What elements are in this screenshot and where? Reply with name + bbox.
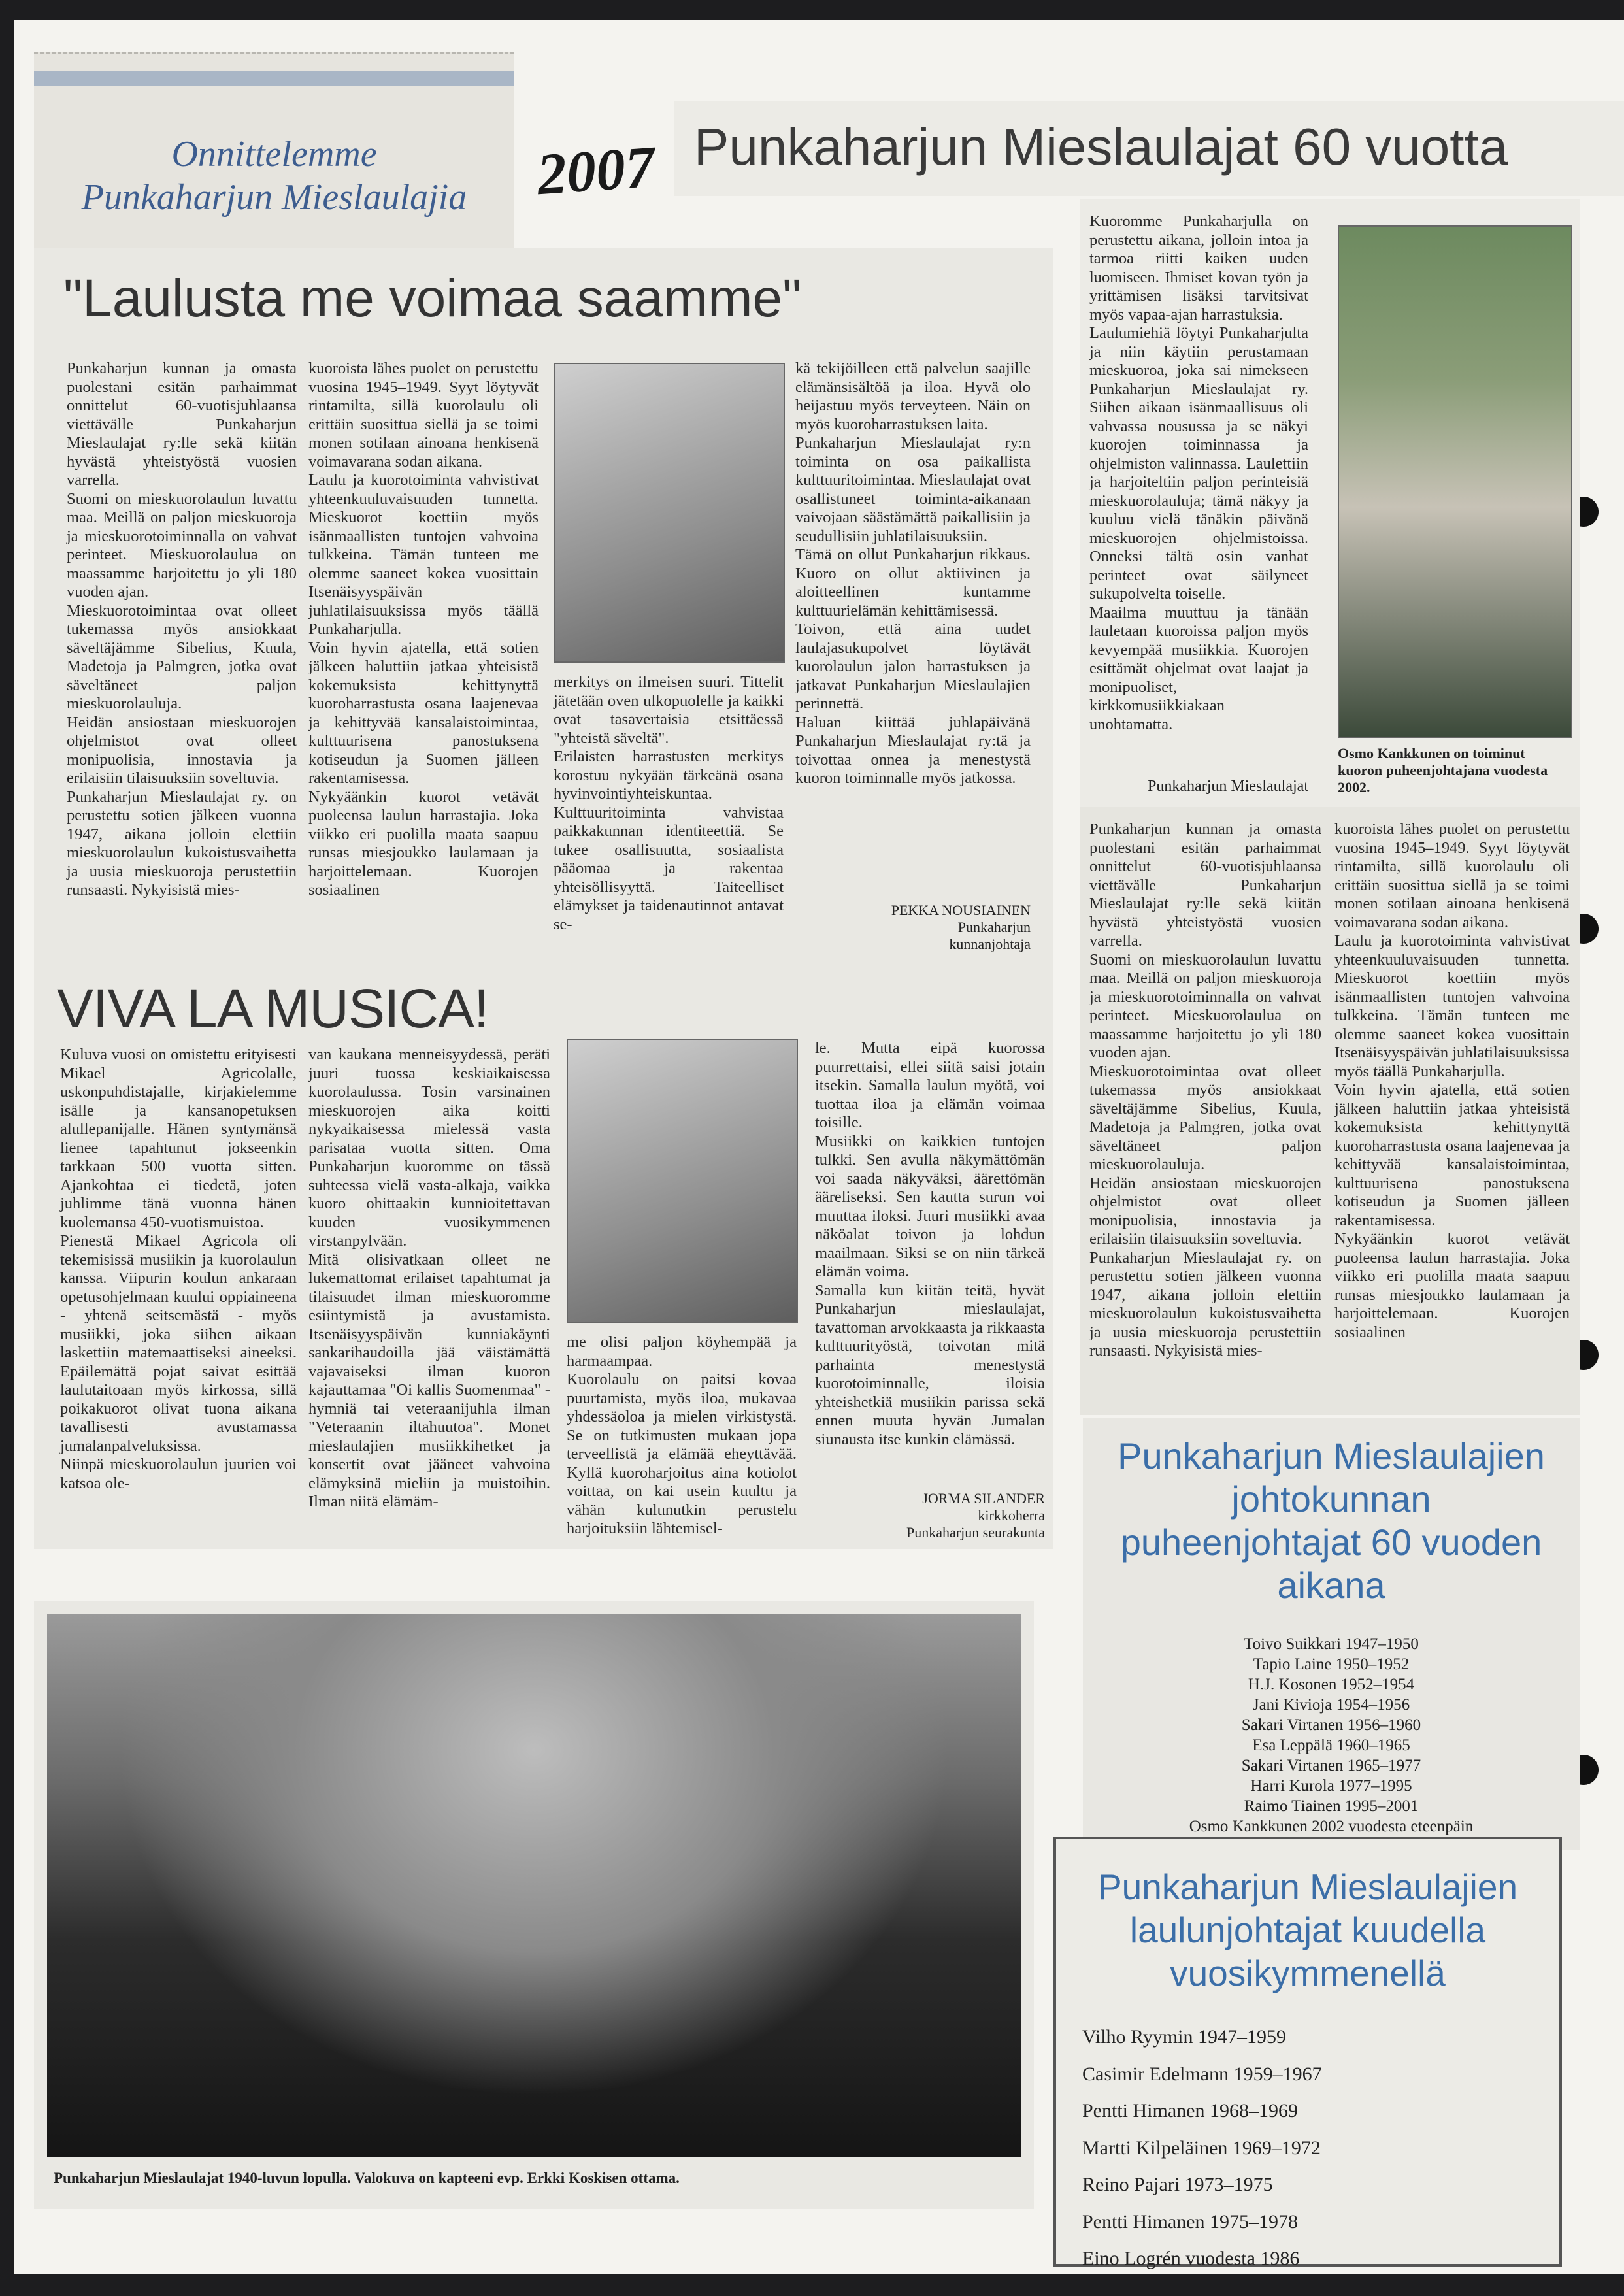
- article-column: le. Mutta eipä kuorossa puurrettaisi, ellei siitä saisi jotain itsekin. Samalla laulun myötä, voi tuottaa iloa ja elämän voimaa toisille. Musiikki on kaikkien tuntojen tulkki. Sen avulla näkymättömän voi saada näkyväksi, äärettömän ääreliseksi. Sen kautta surun voi muuttaa iloksi. Juuri musiikki avaa näköalat toivon ja lohdun maailmaan. Siksi se on niin tärkeä elämän voima. Samalla kun kiitän teitä, hyvät Punkaharjun mieslaulajat, tavattoman arvokkaasta ja rikkaasta kulttuurityöstä, toivotan mitä parhainta menestystä kuorotoiminnalle, iloisia yhteishetkiä musiikin parissa sekä ennen muuta hyvän Jumalan siunausta itse kunkin elämässä.: [815, 1039, 1045, 1448]
- chairman-item: Raimo Tiainen 1995–2001: [1244, 1797, 1419, 1815]
- article-column: kä tekijöilleen että palvelun saajille elämänsisältöä ja iloa. Hyvä olo heijastuu myös terveyteen. Näin on myös kuoroharrastuksen laita. Punkaharjun Mieslaulajat ry:n toiminta on osa paikallista kulttuuritoimintaa. Mieslaulajat ovat osallistuneet toiminta-aikanaan vaivojaan säästämättä paikallisiin ja seudullisiin juhlatilaisuuksiin. Tämä on ollut Punkaharjun rikkaus. Kuoro on ollut aktiivinen ja aloitteellinen kuntamme kulttuurielämän kehittämisessä. Toivon, että aina uudet laulajasukupolvet löytävät kuorolaulun jalon harrastuksen ja jatkavat Punkaharjun Mieslaulajien perinnettä. Haluan kiittää juhlapäivänä Punkaharjun Mieslaulajat ry:tä ja toivottaa onnea ja menestystä kuoron toiminnalle myös jatkossa.: [795, 359, 1031, 787]
- conductors-title: Punkaharjun Mieslaulajien laulunjohtajat kuudella vuosikymmenellä: [1097, 1867, 1518, 1993]
- conductor-item: Vilho Ryymin 1947–1959: [1082, 2026, 1287, 2048]
- signature-name: PEKKA NOUSIAINEN: [891, 902, 1031, 918]
- scrapbook-page: [14, 20, 1624, 2274]
- chairman-item: Harri Kurola 1977–1995: [1250, 1777, 1412, 1795]
- choir-group-photo: [47, 1614, 1021, 2157]
- group-photo-caption: Punkaharjun Mieslaulajat 1940-luvun lopulla. Valokuva on kapteeni evp. Erkki Koskisen ottama.: [54, 2170, 680, 2186]
- article-headline: VIVA LA MUSICA!: [57, 978, 489, 1039]
- conductors-list: [1082, 2019, 1540, 2278]
- conductor-item: Pentti Himanen 1975–1978: [1082, 2210, 1298, 2233]
- group-photo-clipping: [34, 1601, 1034, 2209]
- article-headline: "Laulusta me voimaa saamme": [63, 269, 802, 328]
- handwritten-year: 2007: [535, 134, 657, 208]
- congratulations-label: [34, 52, 514, 252]
- chairmen-box: [1083, 1418, 1580, 1850]
- chairman-item: H.J. Kosonen 1952–1954: [1248, 1676, 1415, 1693]
- signature-name: JORMA SILANDER: [922, 1490, 1045, 1506]
- conductor-item: Eino Logrén vuodesta 1986: [1082, 2248, 1300, 2269]
- article-column: Kuoromme Punkaharjulla on perustettu aikana, jolloin intoa ja tarmoa riitti kaiken uuden luomiseen. Ihmiset kovan työn ja yrittämisen lisäksi tarvitsivat myös vapaa-ajan harrastuksia. Laulumiehiä löytyi Punkaharjulta ja niin käytiin perustamaan mieskuoroa, joka sai nimekseen Punkaharjun Mieslaulajat ry. Siihen aikaan isänmaallisuus oli vahvassa nousussa ja se näkyi kuorojen toiminnassa ja ohjelmiston valinnassa. Laulettiin ja harjoiteltiin paljon perinteisiä mieskuorolauluja; tämä näkyy ja kuuluu vielä tänäkin päivänä mieskuorojen ohjelmistoissa. Onneksi tältä osin vanhat perinteet ovat säilyneet sukupolvelta toiselle. Maailma muuttuu ja tänään lauletaan kuoroissa paljon myös kevyempää musiikkia. Kuorojen esittämät ohjelmat ovat laajat ja monipuoliset, kirkkomusiikkiakaan unohtamatta.: [1089, 212, 1308, 733]
- article-column: kuoroista lähes puolet on perustettu vuosina 1945–1949. Syyt löytyvät rintamilta, sillä kuorolaulu oli erittäin suosittua siellä ja se toimi monen sotilaan ainoana henkisenä voimavarana sodan aikana. Laulu ja kuorotoiminta vahvistivat yhteenkuuluvaisuuden tunnetta. Mieskuorot koettiin myös isänmaallisten tuntojen vahvoina tulkkeina. Tämän tunteen me olemme saaneet kokea vuosittain Itsenäisyyspäivän juhlatilaisuuksissa myös täällä Punkaharjulla. Voin hyvin ajatella, että sotien jälkeen haluttiin jatkaa yhteisistä kokemuksista kehittynyttä kuoroharrastusta osana laajenevaa ja kehittyvää kansalaistoimintaa, kulttuurisena panostuksena kotiseudun ja Suomen jälleen rakentamisessa. Nykyäänkin kuorot vetävät puoleensa laulun harrastajia. Joka viikko eri puolilla maata saapuu runsas miesjoukko laulamaan ja harjoittelemaan. Kuorojen sosiaalinen: [308, 359, 539, 899]
- chairman-item: Osmo Kankkunen 2002 vuodesta eteenpäin: [1189, 1818, 1474, 1835]
- banner-title: Punkaharjun Mieslaulajat 60 vuotta: [694, 118, 1508, 176]
- portrait-photo-kankkunen: [1338, 225, 1572, 738]
- anniversary-banner: [674, 101, 1624, 196]
- chairmen-list: [1083, 1634, 1580, 1837]
- article-column: Kuluva vuosi on omistettu erityisesti Mikael Agricolalle, uskonpuhdistajalle, kirjakielemme isälle ja kansanopetuksen alullepanijalle. Hänen syntymänsä lienee tapahtunut jokseenkin tarkkaan 500 vuotta sitten. Ajankohtaa ei tiedetä, joten juhlimme tänä vuonna hänen kuolemansa 450-vuotismuistoa. Pienestä Mikael Agricola oli tekemisissä musiikin ja kuorolaulun kanssa. Viipurin koulun ankaraan opetusohjelmaan kuului oppiaineena - yhtenä seitsemästä - myös musiikki, joka siihen aikaan laskettiin matemaattiseksi aineeksi. Epäilemättä pojat saivat esittää laulutaitoaan myös kirkossa, sillä poikakuorot olivat tuona aikana tavallisesti avustamassa jumalanpalveluksissa. Niinpä mieskuorolaulun juurien voi katsoa ole-: [60, 1046, 297, 1492]
- conductor-item: Reino Pajari 1973–1975: [1082, 2174, 1273, 2195]
- chairman-item: Jani Kivioja 1954–1956: [1252, 1696, 1410, 1714]
- chairman-item: Sakari Virtanen 1956–1960: [1241, 1716, 1421, 1734]
- photo-caption: Osmo Kankkunen on toiminut kuoron puheenjohtajana vuodesta 2002.: [1338, 745, 1548, 795]
- article-viva-la-musica: [34, 967, 1053, 1549]
- chairman-item: Sakari Virtanen 1965–1977: [1241, 1757, 1421, 1774]
- chairman-item: Tapio Laine 1950–1952: [1253, 1655, 1410, 1673]
- article-column: van kaukana menneisyydessä, peräti juuri tuossa keskiaikaisessa kuorolaulussa. Tosin varsinainen mieskuorojen aika koitti nykyaikaisessa mielessä vasta parisataa vuotta sitten. Oma Punkaharjun kuoromme on tässä suhteessa vielä vasta-alkaja, vaikka kuoro ohittaakin kunnioitettavan kuuden vuosikymmenen virstanpylvään. Mitä olisivatkaan olleet ne lukemattomat erilaiset tapahtumat ja tilaisuudet ilman mieskuoromme esiintymistä ja avustamista. Itsenäisyyspäivän kunniakäynti sankarihaudoilla jää väistämättä vajavaiseksi ilman kuoron kajauttamaa "Oi kallis Suomenmaa" -hymniä tai veteraanijuhla ilman "Veteraanin iltahuutoa". Monet mieslaulajien musiikkihetket ja konsertit ovat jääneet vahvoina elämyksinä mieliin ja muistoihin. Ilman niitä elämäm-: [308, 1046, 550, 1510]
- chairman-item: Toivo Suikkari 1947–1950: [1244, 1635, 1419, 1653]
- signature-role: Punkaharjun kunnanjohtaja: [949, 919, 1031, 952]
- article-laulusta: [34, 248, 1053, 967]
- article-kuoromme: [1080, 199, 1580, 807]
- congratulations-text: Onnittelemme Punkaharjun Mieslaulajia: [81, 134, 467, 218]
- article-punkaharjun-kunnan: [1080, 807, 1580, 1415]
- conductors-box: [1053, 1837, 1562, 2267]
- chairman-item: Esa Leppälä 1960–1965: [1252, 1737, 1410, 1754]
- article-column: Punkaharjun kunnan ja omasta puolestani esitän parhaimmat onnittelut 60-vuotisjuhlaansa viettävälle Punkaharjun Mieslaulajat ry:lle sekä kiitän hyvästä yhteistyöstä vuosien varrella. Suomi on mieskuorolaulun luvattu maa. Meillä on paljon mieskuoroja ja mieskuorotoiminnalla on vahvat perinteet. Mieskuorolaulua on maassamme harjoitettu jo yli 180 vuoden ajan. Mieskuorotoimintaa ovat olleet tukemassa myös ansiokkaat säveltäjämme Sibelius, Kuula, Madetoja ja Palmgren, jotka ovat säveltäneet paljon mieskuorolauluja. Heidän ansiostaan mieskuorojen ohjelmistot ovat olleet monipuolisia, innostavia ja erilaisiin tilaisuuksiin soveltuvia. Punkaharjun Mieslaulajat ry. on perustettu sotien jälkeen vuonna 1947, aikana jolloin elettiin mieskuorolaulun kukoistusvaihetta ja uusia mieskuoroja perustettiin runsaasti. Nykyisistä mies-: [1089, 820, 1321, 1359]
- article-column: me olisi paljon köyhempää ja harmaampaa. Kuorolaulu on paitsi kovaa puurtamista, myös iloa, mukavaa yhdessäoloa ja mielen virkistystä. Se on tutkimusten mukaan jopa terveellistä ja elämää eheyttävää. Kyllä kuoroharjoitus aina kotiolot voittaa, on kai usein kuultu ja vähän kulunutkin perustelu harjoituksiin lähtemisel-: [567, 1333, 797, 1537]
- portrait-photo-silander: [567, 1039, 798, 1323]
- chairmen-title: Punkaharjun Mieslaulajien johtokunnan puheenjohtajat 60 vuoden aikana: [1118, 1435, 1545, 1606]
- conductor-item: Casimir Edelmann 1959–1967: [1082, 2063, 1322, 2085]
- conductor-item: Martti Kilpeläinen 1969–1972: [1082, 2137, 1321, 2159]
- article-signature: Punkaharjun Mieslaulajat: [1148, 778, 1308, 795]
- article-column: Punkaharjun kunnan ja omasta puolestani esitän parhaimmat onnittelut 60-vuotisjuhlaansa viettävälle Punkaharjun Mieslaulajat ry:lle sekä kiitän hyvästä yhteistyöstä vuosien varrella. Suomi on mieskuorolaulun luvattu maa. Meillä on paljon mieskuoroja ja mieskuorotoiminnalla on vahvat perinteet. Mieskuorolaulua on maassamme harjoitettu jo yli 180 vuoden ajan. Mieskuorotoimintaa ovat olleet tukemassa myös ansiokkaat säveltäjämme Sibelius, Kuula, Madetoja ja Palmgren, jotka ovat säveltäneet paljon mieskuorolauluja. Heidän ansiostaan mieskuorojen ohjelmistot ovat olleet monipuolisia, innostavia ja erilaisiin tilaisuuksiin soveltuvia. Punkaharjun Mieslaulajat ry. on perustettu sotien jälkeen vuonna 1947, aikana jolloin elettiin mieskuorolaulun kukoistusvaihetta ja uusia mieskuoroja perustettiin runsaasti. Nykyisistä mies-: [67, 359, 297, 899]
- portrait-photo-nousiainen: [554, 363, 785, 663]
- conductor-item: Pentti Himanen 1968–1969: [1082, 2100, 1298, 2121]
- article-column: kuoroista lähes puolet on perustettu vuosina 1945–1949. Syyt löytyvät rintamilta, sillä kuorolaulu oli erittäin suosittua siellä ja se toimi monen sotilaan ainoana henkisenä voimavarana sodan aikana. Laulu ja kuorotoiminta vahvistivat yhteenkuuluvaisuuden tunnetta. Mieskuorot koettiin myös isänmaallisten tuntojen vahvoina tulkkeina. Tämän tunteen me olemme saaneet kokea vuosittain Itsenäisyyspäivän juhlatilaisuuksissa myös täällä Punkaharjulla. Voin hyvin ajatella, että sotien jälkeen haluttiin jatkaa yhteisistä kokemuksista kehittynyttä kuoroharrastusta osana laajenevaa ja kehittyvää kansalaistoimintaa, kulttuurisena panostuksena kotiseudun ja Suomen jälleen rakentamisessa. Nykyäänkin kuorot vetävät puoleensa laulun harrastajia. Joka viikko eri puolilla maata saapuu runsas miesjoukko laulamaan ja harjoittelemaan. Kuorojen sosiaalinen: [1334, 820, 1570, 1341]
- article-column: merkitys on ilmeisen suuri. Tittelit jätetään oven ulkopuolelle ja kaikki ovat tasavertaisia etsittäessä "yhteistä säveltä". Erilaisten harrastusten merkitys korostuu nykyään tärkeänä osana hyvinvointiyhteiskuntaa. Kulttuuritoiminta vahvistaa paikkakunnan identiteettiä. Se tukee osallisuutta, sosiaalista pääomaa ja rakentaa yhteisöllisyyttä. Taiteelliset elämykset ja taidenautinnot antavat se-: [554, 673, 784, 933]
- signature-role: kirkkoherra Punkaharjun seurakunta: [906, 1507, 1045, 1540]
